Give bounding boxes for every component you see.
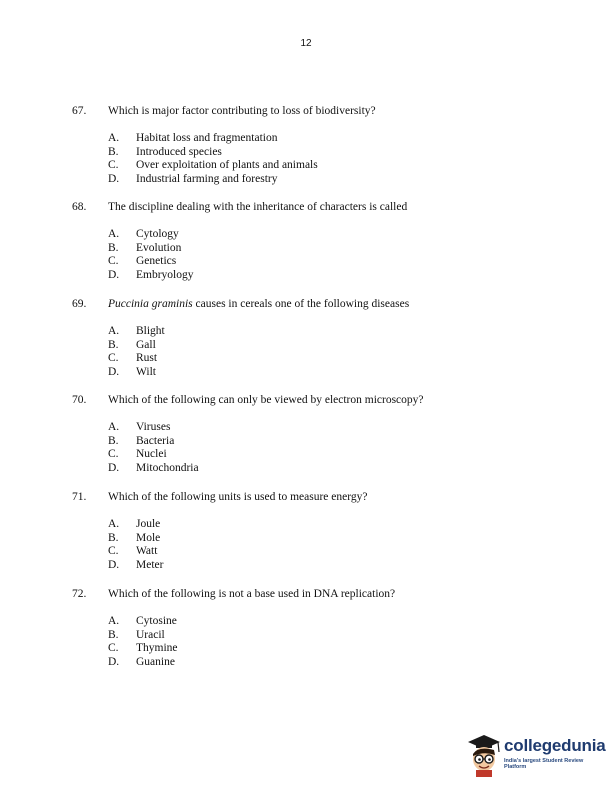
option-letter: A. [108, 615, 120, 627]
option-text: Nuclei [136, 448, 167, 461]
option-letter: D. [108, 462, 120, 475]
collegedunia-logo[interactable] [464, 730, 604, 780]
option-text: Viruses [136, 421, 171, 433]
option-letter: C. [108, 448, 119, 461]
options-list [108, 132, 552, 187]
option-letter: B. [108, 434, 119, 447]
option-text: Meter [136, 559, 164, 572]
option-letter: A. [108, 132, 120, 144]
option-letter: A. [108, 421, 120, 433]
option-text: Evolution [136, 241, 182, 254]
option-letter: C. [108, 642, 119, 655]
question-number: 72. [72, 588, 87, 600]
option-text: Industrial farming and forestry [136, 173, 278, 186]
option-letter: B. [108, 241, 119, 254]
option-d [108, 269, 552, 283]
option-letter: A. [108, 518, 120, 530]
option-letter: B. [108, 338, 119, 351]
question-69 [72, 297, 552, 380]
option-d [108, 656, 552, 670]
option-text: Watt [136, 545, 158, 558]
question-text [108, 297, 409, 311]
option-letter: D. [108, 656, 120, 669]
option-letter: D. [108, 269, 120, 282]
logo-tagline: India's largest Student Review Platform [504, 758, 584, 770]
option-b [108, 339, 552, 353]
option-text: Thymine [136, 642, 178, 655]
option-c [108, 642, 552, 656]
option-text: Wilt [136, 366, 156, 379]
option-letter: D. [108, 173, 120, 186]
option-letter: A. [108, 325, 120, 337]
option-text: Uracil [136, 628, 165, 641]
option-text: Cytology [136, 228, 179, 240]
option-text: Rust [136, 352, 158, 365]
option-text: Guanine [136, 656, 175, 669]
question-text: Which of the following is not a base used in DNA replication? [108, 588, 396, 600]
question-72 [72, 587, 552, 670]
question-text: Which of the following can only be viewed by electron microscopy? [108, 394, 424, 406]
question-71 [72, 490, 552, 573]
option-d [108, 366, 552, 380]
option-letter: B. [108, 628, 119, 641]
question-number: 67. [72, 105, 87, 117]
options-list [108, 325, 552, 380]
option-text: Habitat loss and fragmentation [136, 132, 278, 144]
option-d [108, 462, 552, 476]
option-letter: C. [108, 545, 119, 558]
option-text: Genetics [136, 255, 177, 268]
option-a [108, 615, 552, 629]
option-b [108, 146, 552, 160]
option-letter: D. [108, 366, 120, 379]
option-text: Joule [136, 518, 161, 530]
question-number: 70. [72, 394, 87, 406]
option-letter: B. [108, 531, 119, 544]
options-list [108, 518, 552, 573]
option-text: Introduced species [136, 145, 222, 158]
question-text: The discipline dealing with the inheritance of characters is called [108, 201, 408, 213]
options-list [108, 421, 552, 476]
option-c [108, 352, 552, 366]
question-number: 71. [72, 491, 87, 503]
question-68 [72, 200, 552, 283]
option-a [108, 325, 552, 339]
option-text: Over exploitation of plants and animals [136, 159, 318, 172]
option-text: Mole [136, 531, 161, 544]
option-b [108, 435, 552, 449]
question-text: Which is major factor contributing to loss of biodiversity? [108, 105, 376, 117]
option-a [108, 421, 552, 435]
option-letter: A. [108, 228, 120, 240]
option-d [108, 559, 552, 573]
option-b [108, 242, 552, 256]
options-list [108, 228, 552, 283]
option-c [108, 448, 552, 462]
option-text: Embryology [136, 269, 194, 282]
option-letter: C. [108, 255, 119, 268]
option-letter: C. [108, 352, 119, 365]
option-text: Blight [136, 325, 165, 337]
page-number: 12 [300, 38, 312, 49]
option-a [108, 132, 552, 146]
question-text-rest: causes in cereals one of the following diseases [192, 298, 410, 310]
option-text: Bacteria [136, 434, 175, 447]
option-letter: B. [108, 145, 119, 158]
option-a [108, 518, 552, 532]
option-text: Cytosine [136, 615, 177, 627]
option-c [108, 159, 552, 173]
species-name: Puccinia graminis [108, 298, 193, 310]
option-a [108, 228, 552, 242]
logo-wordmark: collegedunia [504, 736, 606, 755]
option-b [108, 532, 552, 546]
option-letter: D. [108, 559, 120, 572]
option-c [108, 545, 552, 559]
option-text: Gall [136, 338, 156, 351]
question-70 [72, 393, 552, 476]
question-number: 69. [72, 298, 87, 310]
question-number: 68. [72, 201, 87, 213]
option-text: Mitochondria [136, 462, 199, 475]
options-list [108, 615, 552, 670]
option-d [108, 173, 552, 187]
student-mascot-icon [464, 732, 502, 778]
question-text: Which of the following units is used to measure energy? [108, 491, 368, 503]
option-letter: C. [108, 159, 119, 172]
option-c [108, 255, 552, 269]
option-b [108, 629, 552, 643]
question-67 [72, 104, 552, 187]
